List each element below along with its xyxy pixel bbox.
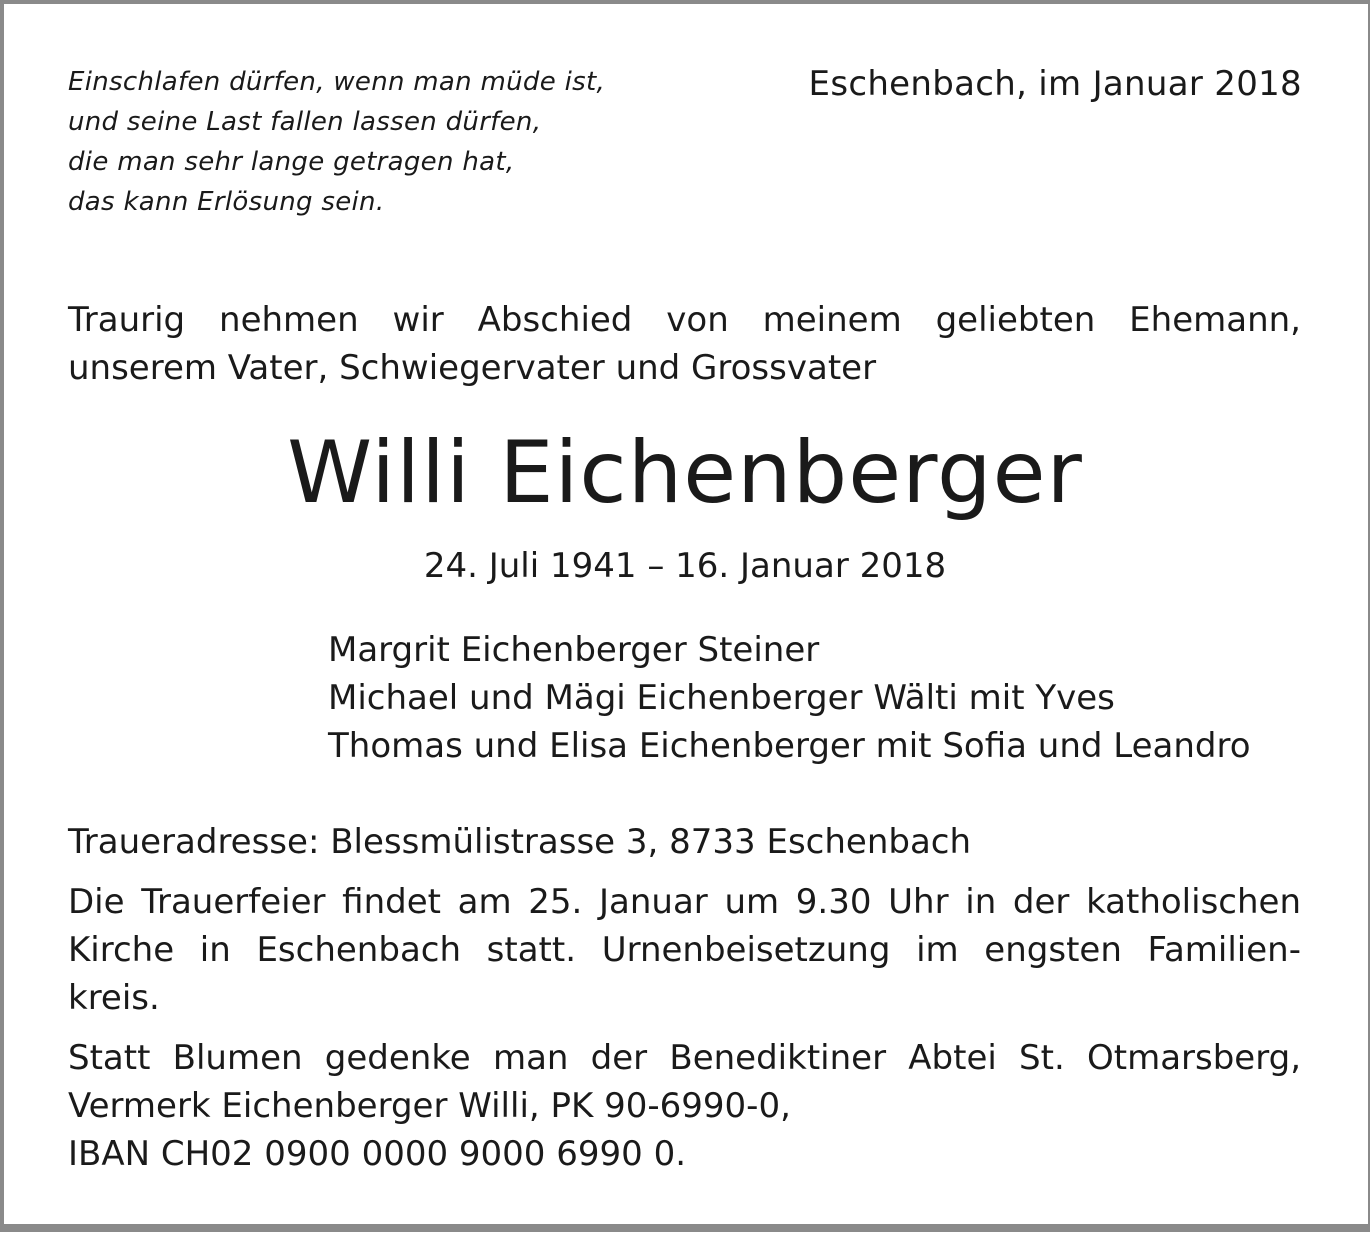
poem-quote (68, 62, 605, 222)
poem-line: das kann Erlösung sein. (68, 187, 385, 217)
ceremony-line: kreis. (68, 978, 160, 1018)
donation-line: Statt Blumen gedenke man der Benediktiner Abtei St. Otmarsberg, (68, 1038, 1301, 1078)
mourners-list (328, 626, 1251, 770)
intro-line: Traurig nehmen wir Abschied von meinem geliebten Ehemann, (68, 300, 1301, 340)
donation-line: Vermerk Eichenberger Willi, PK 90-6990-0, (68, 1086, 791, 1126)
poem-line: und seine Last fallen lassen dürfen, (68, 107, 542, 137)
intro-text (68, 296, 1301, 392)
deceased-name: Willi Eichenberger (287, 423, 1083, 523)
donation-line: IBAN CH02 0900 0000 9000 6990 0. (68, 1134, 687, 1174)
poem-line: die man sehr lange getragen hat, (68, 147, 515, 177)
ceremony-line: Kirche in Eschenbach statt. Urnenbeisetzung im engsten Familien- (68, 930, 1301, 970)
ceremony-line: Die Trauerfeier findet am 25. Januar um 9.30 Uhr in der katholischen (68, 882, 1301, 922)
mourner-entry: Michael und Mägi Eichenberger Wälti mit Yves (328, 678, 1115, 718)
life-dates: 24. Juli 1941 – 16. Januar 2018 (423, 546, 947, 586)
ceremony-info (68, 878, 1301, 1022)
place-and-date: Eschenbach, im Januar 2018 (808, 64, 1302, 104)
poem-line: Einschlafen dürfen, wenn man müde ist, (68, 67, 606, 97)
mourner-entry: Margrit Eichenberger Steiner (328, 630, 820, 670)
intro-line: unserem Vater, Schwiegervater und Grossvater (68, 348, 877, 388)
donation-info (68, 1034, 1301, 1178)
mourner-entry: Thomas und Elisa Eichenberger mit Sofia und Leandro (328, 726, 1251, 766)
mourning-address: Traueradresse: Blessmülistrasse 3, 8733 Eschenbach (68, 822, 972, 862)
